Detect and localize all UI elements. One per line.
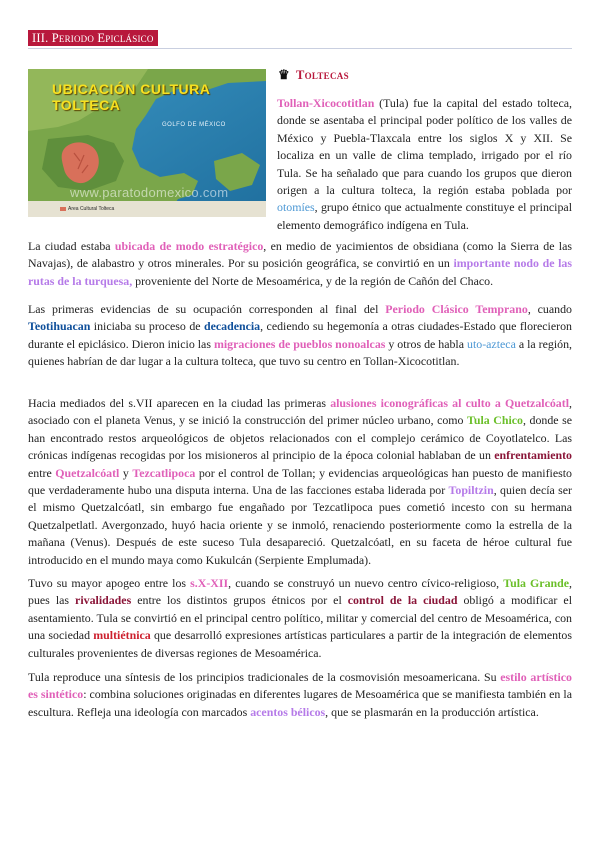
paragraph-origins xyxy=(28,301,572,371)
text-run: : combina soluciones originadas en diferentes lugares de Mesoamérica que se manifiesta también en la escultura. Refleja una ideología con marcados xyxy=(28,687,572,719)
term-tezcatlipoca: Tezcatlipoca xyxy=(132,465,196,480)
legend-swatch xyxy=(60,207,66,211)
map-legend-label: Area Cultural Tolteca xyxy=(68,206,115,212)
term-rutas-turquesa: importante nodo de las rutas de la turquesa, xyxy=(28,256,572,288)
section-title: III. Periodo Epiclásico xyxy=(28,30,158,46)
term-rivalidades: rivalidades xyxy=(75,593,132,608)
subsection-heading xyxy=(278,67,349,83)
term-ubicada: ubicada de modo estratégico xyxy=(114,239,264,253)
term-tula-chico: Tula Chico xyxy=(467,413,523,428)
map-image xyxy=(28,69,266,217)
paragraph-intro xyxy=(277,95,572,234)
term-quetzalcoatl: Quetzalcóatl xyxy=(55,465,120,480)
text-run: y otros de habla xyxy=(385,336,467,351)
text-run: , pues las xyxy=(28,576,572,608)
paragraph-estilo xyxy=(28,669,572,721)
text-run: iniciaba su proceso de xyxy=(90,319,204,334)
paragraph-quetzalcoatl xyxy=(28,395,572,569)
map-gulf-label: GOLFO DE MÉXICO xyxy=(162,122,226,128)
term-migraciones: migraciones de pueblos nonoalcas xyxy=(213,336,386,351)
text-run: , cuando se construyó un nuevo centro cívico-religioso, xyxy=(228,576,504,590)
text-run: , cuando xyxy=(527,302,572,316)
text-run: a la región, quienes habrían de dar lugar a la cultura tolteca, que tuvo su centro en Tollan-Xicocotitlan. xyxy=(28,336,573,369)
text-run: Las primeras evidencias de su ocupación corresponden al final del xyxy=(28,302,386,316)
text-run: Hacia mediados del s.VII aparecen en la ciudad las primeras xyxy=(28,396,331,410)
paragraph-location xyxy=(28,238,572,290)
text-run: proveniente del Norte de Mesoamérica, y de la región de Cañón del Chaco. xyxy=(132,273,494,288)
text-run: Tuvo su mayor apogeo entre los xyxy=(28,576,191,590)
term-tula-grande: Tula Grande xyxy=(503,576,570,590)
text-run: Tula reproduce una síntesis de los principios tradicionales de la cosmovisión mesoamericana. Su xyxy=(28,670,501,684)
text-run: , que se plasmarán en la producción artística. xyxy=(325,704,539,719)
map-watermark: www.paratodomexico.com xyxy=(70,185,229,200)
text-run: , cediendo su hegemonía a otras ciudades-Estado que florecieron durante el epiclásico. Dieron inicio las xyxy=(28,319,572,351)
term-uto-azteca: uto-azteca xyxy=(467,336,516,351)
term-alusiones: alusiones iconográficas al culto a Quetzalcóatl xyxy=(330,396,570,410)
term-decadencia: decadencia xyxy=(203,319,261,334)
term-topiltzin: Topiltzin xyxy=(448,483,494,498)
term-acentos-belicos: acentos bélicos xyxy=(250,704,326,719)
term-teotihuacan: Teotihuacan xyxy=(28,319,91,334)
map-legend xyxy=(60,206,114,212)
text-run: y xyxy=(119,465,133,480)
header-divider xyxy=(28,48,572,49)
text-run: que desarrolló expresiones artísticas particulares a partir de la integración de elementos culturales provenientes de diversas regiones de Mesoamérica. xyxy=(28,628,572,660)
text-run: obligó a modificar el asentamiento. Tula se convirtió en el principal centro político, militar y comercial del centro de Mesoamérica, con una sociedad xyxy=(28,593,572,643)
text-run: por el control de Tollan; y evidencias arqueológicas han puesto de manifiesto que verdaderamente hubo una disputa interna. Una de las facciones estaba liderada por xyxy=(28,465,573,498)
text-run: La ciudad estaba xyxy=(28,239,115,253)
term-tollan: Tollan-Xicocotitlan xyxy=(277,96,375,110)
text-run: , asociado con el planeta Venus, y se inició la construcción del primer núcleo urbano, como xyxy=(28,396,572,428)
map-title: UBICACIÓN CULTURA TOLTECA xyxy=(52,81,210,113)
term-control-ciudad: control de la ciudad xyxy=(347,593,458,608)
crown-icon: ♛ xyxy=(278,67,290,82)
term-estilo-artistico: estilo artístico es sintético xyxy=(28,670,572,702)
text-run: , grupo étnico que actualmente constituye el principal elemento demográfico indígena en Tula. xyxy=(277,200,572,232)
text-run: (Tula) fue la capital del estado tolteca, donde se asentaba el principal poder político de los valles de México y Puebla-Tlaxcala entre los siglos X y XII. Se localiza en un valle de clima templado, irrigado por el río Tula. Se ha señalado que para cuando los grupos que dieron origen a la cultura tolteca, la región estaba poblada por xyxy=(277,96,572,198)
text-run: entre xyxy=(28,465,56,480)
text-run: , quien decía ser el mismo Quetzalcóatl, sin embargo fue engañado por Tezcatlipoca pues cometió incesto con su hermana Quetzalpetlatl. Avergonzado, huyó hacia oriente y se inmoló, renaciendo posteriormente como la estrella de la mañana (Venus). Después de este suceso Tula desapareció. Quetzalcóatl, en su faceta de héroe cultural fue introducido en el mundo maya como Kukulcán (Serpiente Emplumada). xyxy=(28,483,573,567)
subsection-title: Toltecas xyxy=(295,68,349,82)
paragraph-apogeo xyxy=(28,575,572,662)
term-multietnica: multiétnica xyxy=(93,628,151,643)
term-otomies: otomíes xyxy=(277,200,315,215)
text-run: , en medio de yacimientos de obsidiana (como la Sierra de las Navajas), de alabastro y otros minerales. Por su posición geográfica, se convirtió en un xyxy=(28,239,572,271)
term-enfrentamiento: enfrentamiento xyxy=(494,448,572,463)
term-periodo-clasico: Periodo Clásico Temprano xyxy=(385,302,528,316)
text-run: , donde se han encontrado restos arqueológicos de objetos relacionados con el complejo cerámico de Coyotlatelco. Las crónicas indígenas recogidas por los misioneros al principio de la época colonial hablaban de un xyxy=(28,413,572,463)
term-siglos: s.X-XII xyxy=(190,576,229,590)
text-run: entre los distintos grupos étnicos por el xyxy=(131,593,348,608)
